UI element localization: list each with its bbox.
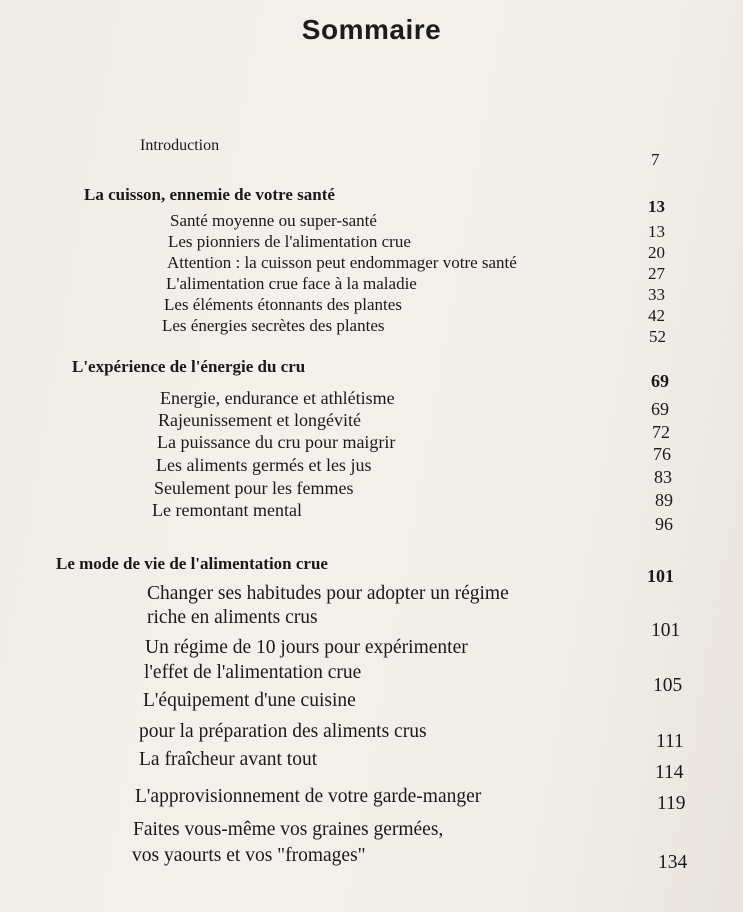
toc-entry-page: 134 [658, 852, 688, 873]
page-title: Sommaire [301, 14, 442, 45]
chapter-2-page: 69 [651, 371, 669, 391]
toc-entry-line: L'équipement d'une cuisine [143, 690, 356, 711]
introduction-label: Introduction [140, 137, 220, 154]
chapter-1-page: 13 [648, 197, 665, 216]
toc-entry-page: 101 [651, 620, 681, 641]
toc-entry-label: Le remontant mental [152, 500, 302, 520]
toc-entry-label: L'approvisionnement de votre garde-manger [135, 786, 482, 807]
toc-entry-label: Santé moyenne ou super-santé [170, 211, 377, 230]
chapter-3-page: 101 [647, 566, 674, 586]
toc-entry-page: 96 [655, 514, 673, 534]
toc-entry-page: 42 [648, 306, 665, 325]
toc-entry-page: 27 [648, 264, 665, 283]
toc-entry-line: Changer ses habitudes pour adopter un régime [147, 583, 509, 604]
toc-entry-label: Seulement pour les femmes [154, 478, 354, 498]
toc-entry-line: riche en aliments crus [147, 607, 318, 628]
toc-entry-label: La fraîcheur avant tout [139, 749, 318, 770]
toc-entry-page: 69 [651, 399, 669, 419]
toc-entry-page: 52 [649, 327, 666, 346]
toc-entry-page: 72 [652, 422, 670, 442]
chapter-2-title: L'expérience de l'énergie du cru [72, 357, 306, 376]
toc-entry-page: 105 [653, 675, 683, 696]
toc-entry-label: Les aliments germés et les jus [156, 455, 372, 475]
toc-entry-page: 119 [657, 793, 686, 814]
toc-entry-page: 13 [648, 222, 665, 241]
toc-entry-label: Les énergies secrètes des plantes [162, 316, 385, 335]
toc-entry-line: Un régime de 10 jours pour expérimenter [145, 637, 468, 658]
toc-entry-page: 33 [648, 285, 665, 304]
toc-entry-label: Rajeunissement et longévité [158, 410, 361, 430]
toc-entry-label: Attention : la cuisson peut endommager votre santé [167, 253, 517, 272]
toc-entry-line: l'effet de l'alimentation crue [144, 662, 362, 683]
toc-entry-line: vos yaourts et vos "fromages" [132, 845, 366, 866]
chapter-1-title: La cuisson, ennemie de votre santé [84, 185, 335, 204]
toc-entry-page: 83 [654, 467, 672, 487]
toc-entry-line: Faites vous-même vos graines germées, [133, 819, 444, 840]
toc-entry-label: Les pionniers de l'alimentation crue [168, 232, 411, 251]
toc-entry-label: L'alimentation crue face à la maladie [166, 274, 417, 293]
toc-entry-label: Energie, endurance et athlétisme [160, 388, 395, 408]
toc-entry-page: 20 [648, 243, 665, 262]
toc-entry-label: Les éléments étonnants des plantes [164, 295, 402, 314]
toc-entry-line: pour la préparation des aliments crus [139, 721, 427, 742]
toc-entry-label: La puissance du cru pour maigrir [157, 432, 396, 452]
introduction-page: 7 [651, 150, 660, 169]
toc-entry-page: 89 [655, 490, 673, 510]
toc-entry-page: 114 [655, 762, 684, 783]
chapter-3-title: Le mode de vie de l'alimentation crue [56, 554, 328, 573]
toc-entry-page: 76 [653, 444, 671, 464]
toc-entry-page: 111 [656, 731, 684, 752]
